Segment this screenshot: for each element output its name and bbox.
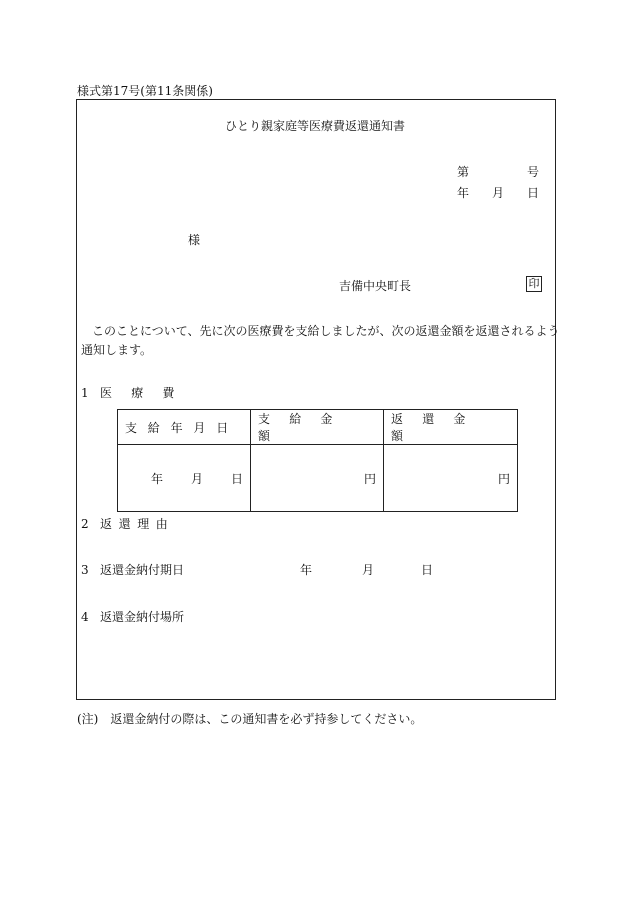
payment-amount-cell[interactable] — [251, 445, 384, 512]
issue-date-year: 年 — [457, 186, 470, 200]
table-header-cell — [384, 410, 518, 445]
payment-month-unit: 月 — [190, 471, 203, 486]
section-payment-place — [81, 611, 184, 623]
header-refund-amount: 返還金額 — [391, 412, 485, 443]
section-number: 3 — [81, 563, 89, 577]
document-number — [457, 166, 539, 178]
payment-year-unit: 年 — [150, 471, 163, 486]
section-medical-expense — [81, 387, 194, 399]
due-date-year: 年 — [300, 563, 313, 577]
section-label: 返還金納付期日 — [100, 563, 185, 577]
section-number: 4 — [81, 610, 89, 624]
section-label: 医療費 — [100, 386, 194, 400]
seal-stamp-box: 印 — [526, 276, 542, 292]
table-header-cell — [118, 410, 251, 445]
issue-date-month: 月 — [491, 186, 504, 200]
form-number: 様式第17号(第11条関係) — [77, 84, 213, 98]
table-row — [118, 445, 518, 512]
refund-amount-cell[interactable] — [384, 445, 518, 512]
section-number: 1 — [81, 386, 89, 400]
payment-date-cell[interactable] — [118, 445, 251, 512]
table-header-cell — [251, 410, 384, 445]
document-title: ひとり親家庭等医療費返還通知書 — [224, 119, 405, 133]
table-header-row — [118, 410, 518, 445]
body-text-line-2: 通知します。 — [81, 343, 153, 357]
doc-number-suffix: 号 — [526, 165, 539, 179]
section-label: 返還金納付場所 — [100, 610, 185, 624]
footnote: (注) 返還金納付の際は、この通知書を必ず持参してください。 — [77, 712, 423, 726]
amounts-table — [117, 409, 518, 512]
section-label: 返還理由 — [100, 517, 175, 531]
section-due-date — [81, 564, 184, 576]
refund-amount-unit: 円 — [497, 471, 510, 486]
body-text-line-1: このことについて、先に次の医療費を支給しましたが、次の返還金額を返還されるよう — [92, 324, 560, 338]
header-payment-amount: 支給金額 — [258, 412, 352, 443]
payment-day-unit: 日 — [230, 471, 243, 486]
issue-date — [457, 187, 539, 199]
payment-amount-unit: 円 — [363, 471, 376, 486]
doc-number-prefix: 第 — [457, 165, 470, 179]
section-refund-reason — [81, 518, 174, 530]
addressee-suffix: 様 — [188, 233, 201, 247]
header-payment-date: 支給年月日 — [125, 420, 240, 435]
issue-date-day: 日 — [526, 186, 539, 200]
due-date-day: 日 — [421, 563, 434, 577]
section-number: 2 — [81, 517, 89, 531]
issuer-name: 吉備中央町長 — [339, 279, 412, 293]
due-date-month: 月 — [362, 563, 375, 577]
